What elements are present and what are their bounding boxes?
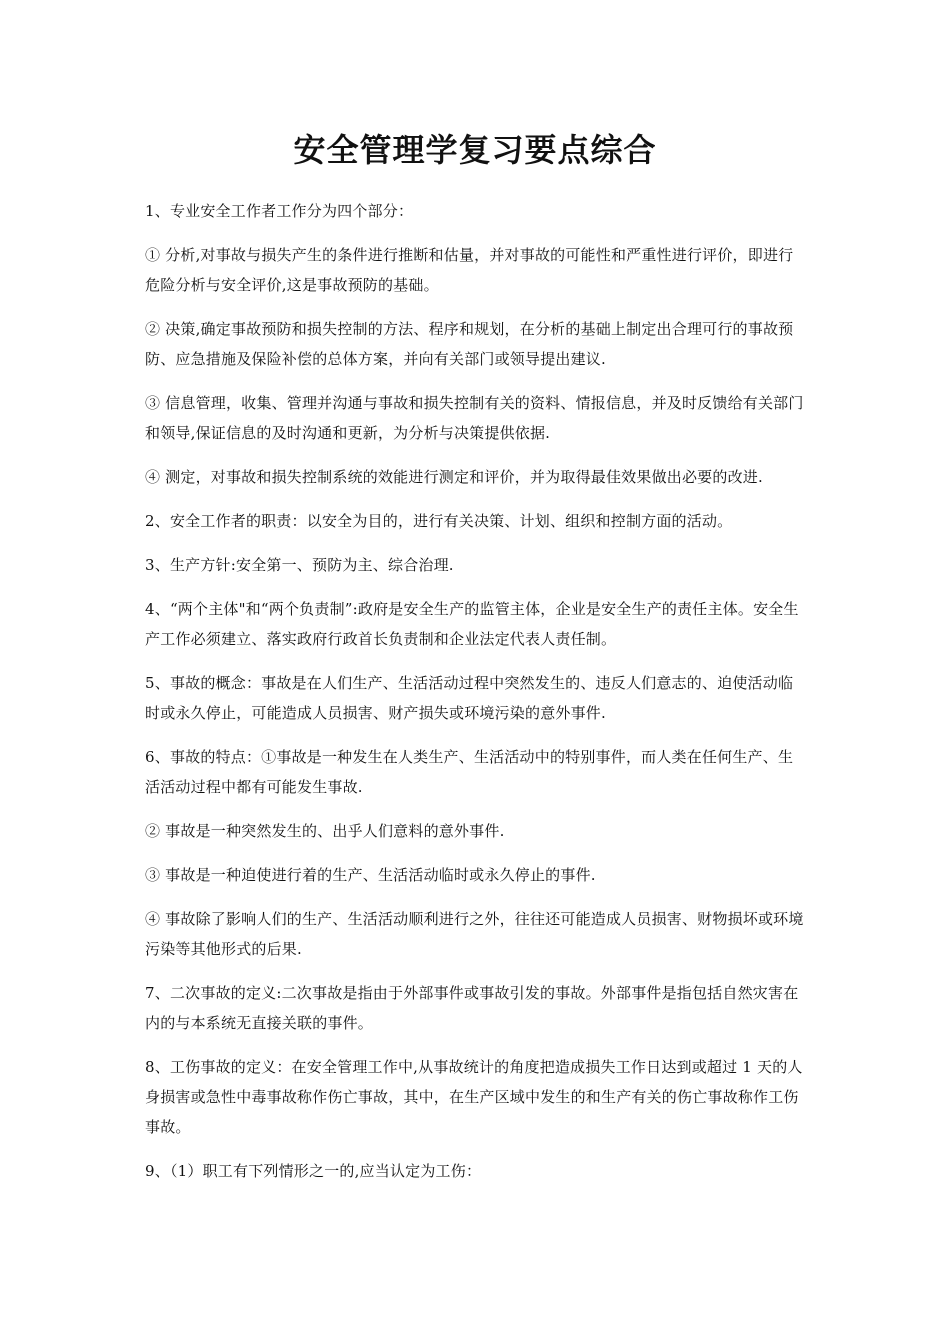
paragraph-14: 7、二次事故的定义:二次事故是指由于外部事件或事故引发的事故。外部事件是指包括自然灾害在内的与本系统无直接关联的事件。 bbox=[145, 984, 799, 1032]
paragraph-4: ③ 信息管理，收集、管理并沟通与事故和损失控制有关的资料、情报信息，并及时反馈给有关部门和领导,保证信息的及时沟通和更新，为分析与决策提供依据. bbox=[145, 394, 804, 442]
paragraph-12: ③ 事故是一种迫使进行着的生产、生活活动临时或永久停止的事件. bbox=[145, 866, 596, 884]
paragraph-6: 2、安全工作者的职责：以安全为目的，进行有关决策、计划、组织和控制方面的活动。 bbox=[145, 512, 733, 530]
paragraph-3: ② 决策,确定事故预防和损失控制的方法、程序和规划，在分析的基础上制定出合理可行的事故预防、应急措施及保险补偿的总体方案，并向有关部门或领导提出建议. bbox=[145, 320, 794, 368]
paragraph-16: 9、（1）职工有下列情形之一的,应当认定为工伤： bbox=[145, 1162, 482, 1180]
paragraph-9: 5、事故的概念：事故是在人们生产、生活活动过程中突然发生的、违反人们意志的、迫使活动临时或永久停止，可能造成人员损害、财产损失或环境污染的意外事件. bbox=[145, 674, 794, 722]
paragraph-10: 6、事故的特点：①事故是一种发生在人类生产、生活活动中的特别事件，而人类在任何生产、生活活动过程中都有可能发生事故. bbox=[145, 748, 794, 796]
paragraph-15: 8、工伤事故的定义：在安全管理工作中,从事故统计的角度把造成损失工作日达到或超过 1 天的人身损害或急性中毒事故称作伤亡事故，其中，在生产区域中发生的和生产有关的伤亡事故称作工伤事故。 bbox=[145, 1058, 803, 1136]
paragraph-7: 3、生产方针:安全第一、预防为主、综合治理. bbox=[145, 556, 454, 574]
document-title: 安全管理学复习要点综合 bbox=[293, 131, 657, 169]
paragraph-8: 4、“两个主体"和“两个负责制”:政府是安全生产的监管主体，企业是安全生产的责任主体。安全生产工作必须建立、落实政府行政首长负责制和企业法定代表人责任制。 bbox=[145, 600, 799, 648]
document-body bbox=[145, 196, 807, 1200]
paragraph-1: 1、专业安全工作者工作分为四个部分： bbox=[145, 202, 414, 220]
paragraph-11: ② 事故是一种突然发生的、出乎人们意料的意外事件. bbox=[145, 822, 505, 840]
paragraph-13: ④ 事故除了影响人们的生产、生活活动顺利进行之外，往往还可能造成人员损害、财物损坏或环境污染等其他形式的后果. bbox=[145, 910, 804, 958]
paragraph-2: ① 分析,对事故与损失产生的条件进行推断和估量，并对事故的可能性和严重性进行评价，即进行危险分析与安全评价,这是事故预防的基础。 bbox=[145, 246, 794, 294]
paragraph-5: ④ 测定，对事故和损失控制系统的效能进行测定和评价，并为取得最佳效果做出必要的改进. bbox=[145, 468, 763, 486]
